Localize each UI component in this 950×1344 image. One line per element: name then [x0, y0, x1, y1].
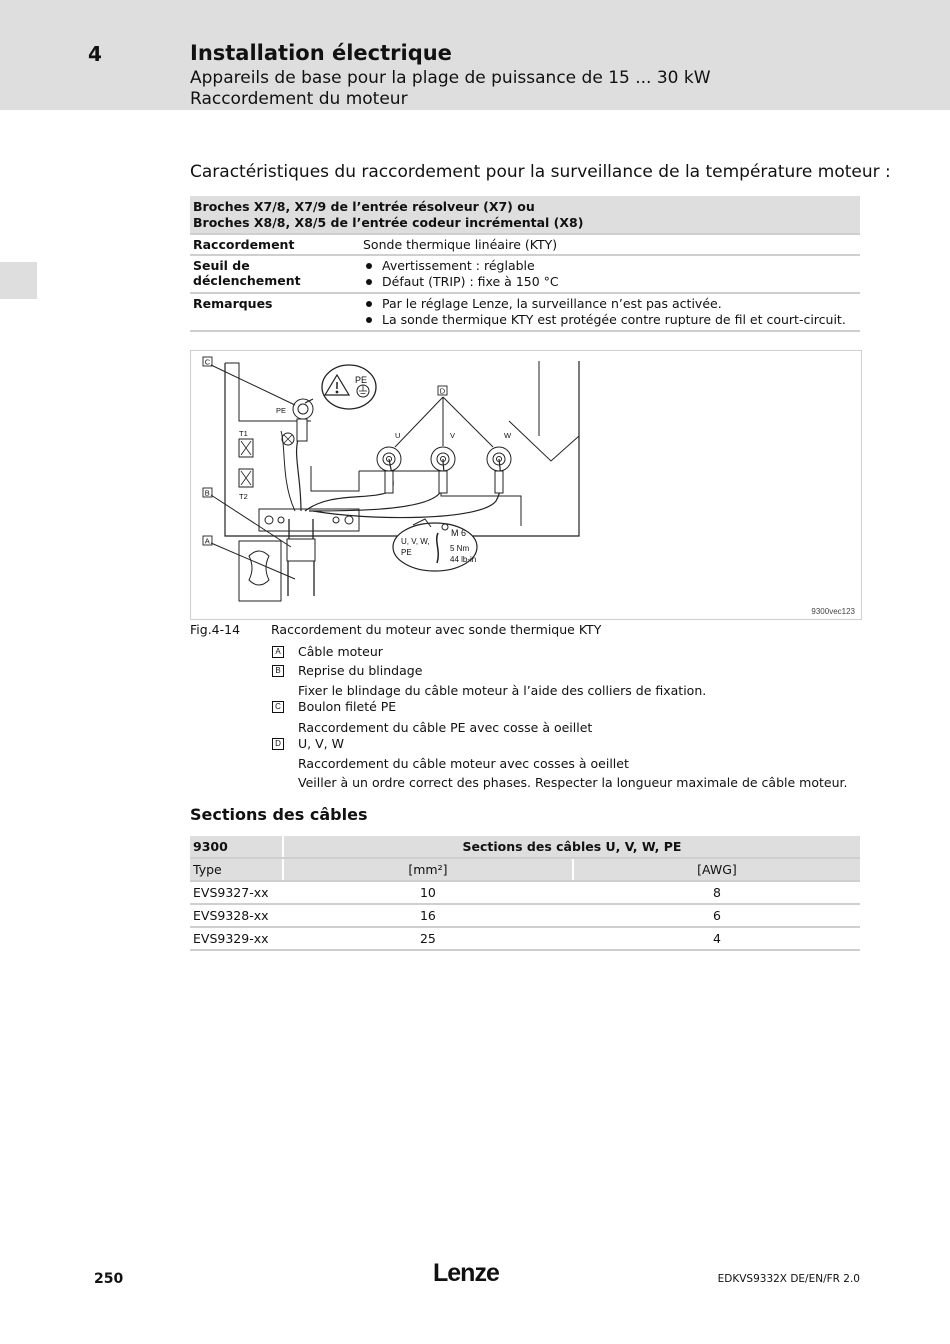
list-item: Par le réglage Lenze, la surveillance n’est pas activée. — [363, 296, 857, 312]
table-header: 9300 Sections des câbles U, V, W, PE — [190, 836, 860, 858]
page-subtitle-2: Raccordement du moteur — [190, 89, 408, 109]
page-number: 250 — [94, 1271, 124, 1287]
label-v: V — [450, 431, 456, 440]
table-row: EVS9327-xx 10 8 — [190, 881, 860, 904]
chapter-side-tab — [0, 262, 37, 299]
page-subtitle: Appareils de base pour la plage de puissance de 15 ... 30 kW — [190, 68, 711, 88]
list-item: Avertissement : réglable — [363, 258, 857, 274]
table-row: EVS9329-xx 25 4 — [190, 927, 860, 950]
label-d: D — [439, 386, 446, 396]
spec-table — [190, 196, 860, 332]
page-title: Installation électrique — [190, 41, 452, 65]
legend-key: D — [272, 738, 284, 750]
label-pe-symbol: PE — [355, 375, 368, 385]
legend-key: A — [272, 646, 284, 658]
cables-heading: Sections des câbles — [190, 805, 368, 824]
torque-nm: 5 Nm — [450, 544, 470, 553]
table-row — [190, 234, 860, 255]
table-row — [190, 255, 860, 293]
legend-key: C — [272, 701, 284, 713]
table-row: EVS9328-xx 16 6 — [190, 904, 860, 927]
label-pe-terminal: PE — [276, 406, 287, 415]
spec-table-header — [190, 196, 860, 234]
bullet-list — [363, 258, 857, 290]
lenze-logo: Lenze — [433, 1259, 499, 1287]
row-value: Sonde thermique linéaire (KTY) — [360, 234, 860, 255]
row-label: Seuil de déclenchement — [190, 255, 360, 293]
bullet-list — [363, 296, 857, 328]
row-label: Remarques — [190, 293, 360, 331]
figure-code: 9300vec123 — [811, 607, 855, 616]
label-c: C — [204, 357, 211, 367]
table-row — [190, 293, 860, 331]
list-item: Défaut (TRIP) : fixe à 150 °C — [363, 274, 857, 290]
figure-caption: Raccordement du moteur avec sonde thermique KTY — [271, 622, 602, 637]
figure-number: Fig.4-14 — [190, 622, 241, 637]
row-label: Raccordement — [190, 234, 360, 255]
table-units-row: Type [mm²] [AWG] — [190, 858, 860, 881]
torque-terminals-2: PE — [401, 548, 412, 557]
torque-terminals-1: U, V, W, — [401, 537, 430, 546]
label-t2: T2 — [239, 492, 248, 501]
torque-lbin: 44 lb-in — [450, 555, 477, 564]
cable-sections-table — [190, 836, 860, 951]
spec-head-line-2: Broches X8/8, X8/5 de l’entrée codeur incrémental (X8) — [193, 215, 584, 230]
label-t1: T1 — [239, 429, 248, 438]
list-item: La sonde thermique KTY est protégée contre rupture de fil et court-circuit. — [363, 312, 857, 328]
label-u: U — [395, 431, 401, 440]
label-b: B — [204, 488, 210, 498]
document-reference: EDKVS9332X DE/EN/FR 2.0 — [717, 1273, 860, 1285]
section-heading: Caractéristiques du raccordement pour la surveillance de la température moteur : — [190, 162, 891, 182]
label-a: A — [204, 536, 210, 546]
spec-head-line-1: Broches X7/8, X7/9 de l’entrée résolveur (X7) ou — [193, 199, 535, 214]
wiring-diagram — [191, 351, 861, 619]
header-band — [0, 0, 950, 110]
chapter-number: 4 — [88, 42, 102, 66]
label-w: W — [504, 431, 512, 440]
torque-bolt: M 6 — [451, 528, 467, 538]
legend-key: B — [272, 665, 284, 677]
motor-connection-figure — [190, 350, 862, 620]
